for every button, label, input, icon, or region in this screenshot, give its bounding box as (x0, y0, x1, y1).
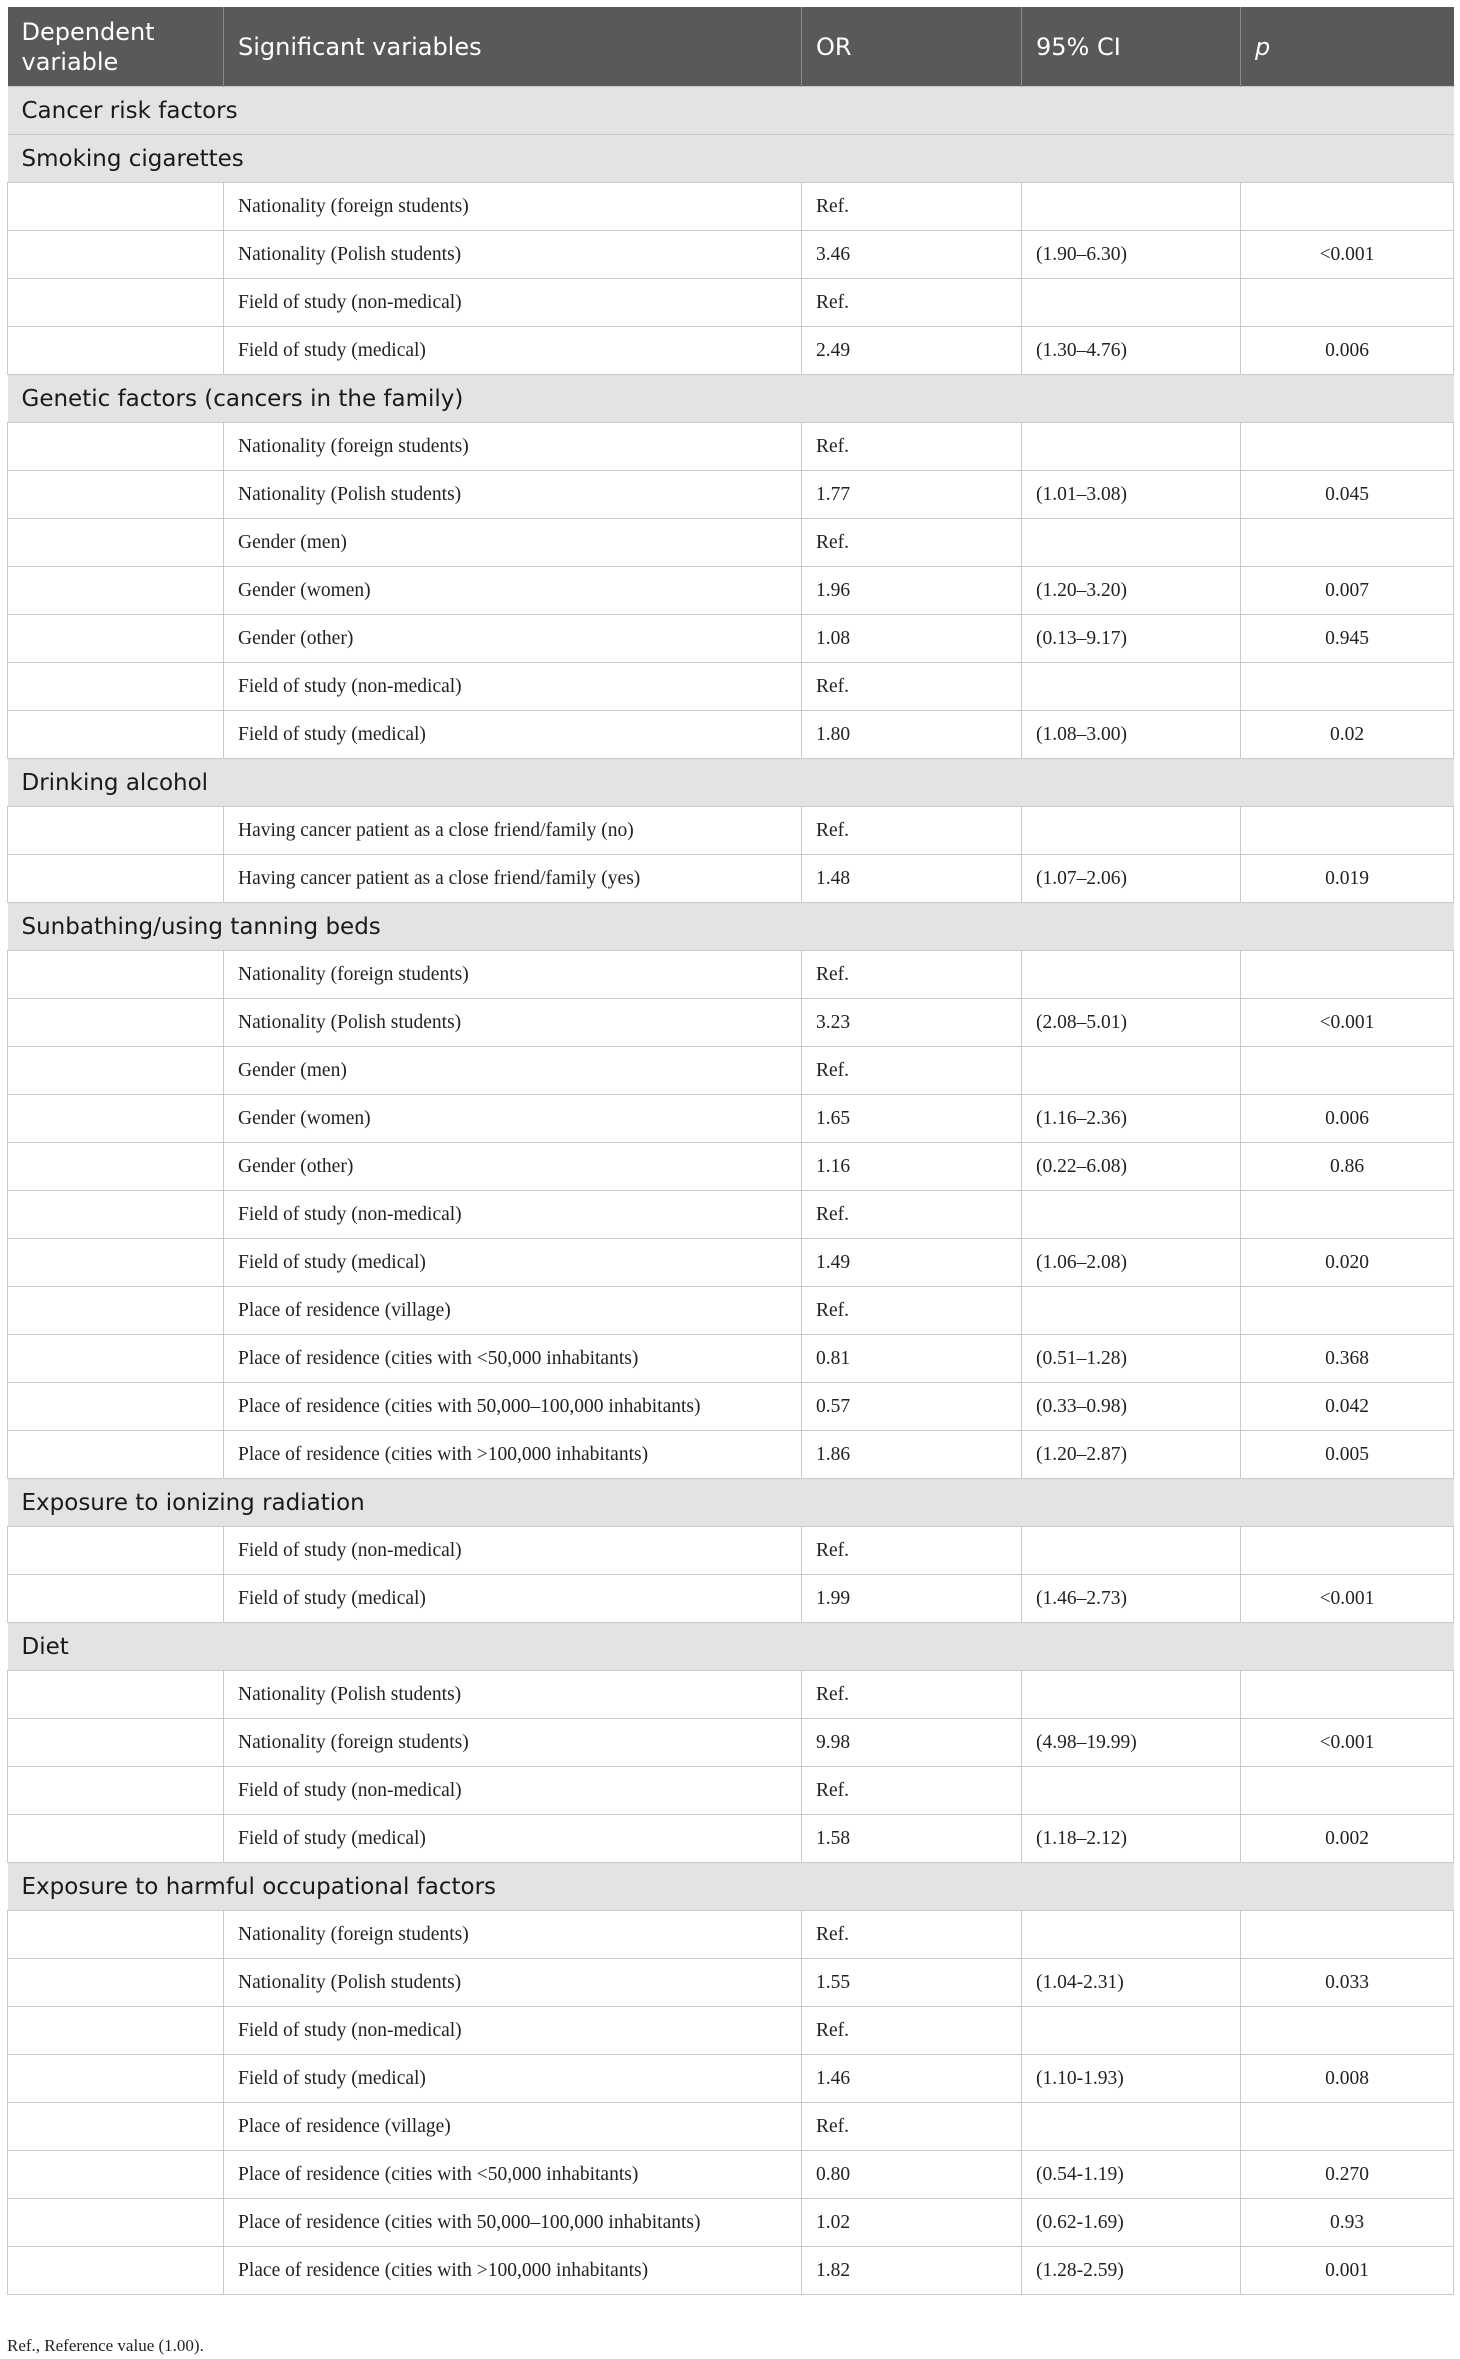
table-row (8, 2247, 1454, 2295)
table-row (8, 2151, 1454, 2199)
significant-variable-cell: Nationality (foreign students) (224, 951, 802, 999)
dependent-variable-cell (8, 999, 224, 1047)
table-row (8, 1191, 1454, 1239)
table-row (8, 1095, 1454, 1143)
significant-variable-cell: Place of residence (cities with <50,000 inhabitants) (224, 1335, 802, 1383)
table-row (8, 231, 1454, 279)
section-title: Genetic factors (cancers in the family) (8, 375, 1454, 423)
or-cell: Ref. (802, 1911, 1022, 1959)
ci-cell: (0.51–1.28) (1022, 1335, 1241, 1383)
p-value-cell (1241, 279, 1454, 327)
or-cell: Ref. (802, 1527, 1022, 1575)
dependent-variable-cell (8, 1047, 224, 1095)
significant-variable-cell: Field of study (non-medical) (224, 1767, 802, 1815)
significant-variable-cell: Gender (women) (224, 1095, 802, 1143)
section-title: Diet (8, 1623, 1454, 1671)
ci-cell: (1.08–3.00) (1022, 711, 1241, 759)
significant-variable-cell: Nationality (Polish students) (224, 231, 802, 279)
significant-variable-cell: Field of study (non-medical) (224, 279, 802, 327)
dependent-variable-cell (8, 1527, 224, 1575)
table-row (8, 615, 1454, 663)
table-row (8, 951, 1454, 999)
significant-variable-cell: Nationality (foreign students) (224, 1719, 802, 1767)
table-body (8, 87, 1454, 2295)
dependent-variable-cell (8, 951, 224, 999)
p-value-cell (1241, 1047, 1454, 1095)
section-row (8, 1479, 1454, 1527)
or-cell: Ref. (802, 2007, 1022, 2055)
p-value-cell: 0.042 (1241, 1383, 1454, 1431)
table-row (8, 2199, 1454, 2247)
dependent-variable-cell (8, 1287, 224, 1335)
dependent-variable-cell (8, 1143, 224, 1191)
ci-cell: (0.62-1.69) (1022, 2199, 1241, 2247)
significant-variable-cell: Nationality (foreign students) (224, 423, 802, 471)
table-row (8, 1239, 1454, 1287)
or-cell: 1.86 (802, 1431, 1022, 1479)
significant-variable-cell: Field of study (non-medical) (224, 1527, 802, 1575)
ci-cell: (1.10-1.93) (1022, 2055, 1241, 2103)
header-dependent-variable: Dependent variable (8, 7, 224, 87)
ci-cell (1022, 1287, 1241, 1335)
or-cell: Ref. (802, 663, 1022, 711)
table-row (8, 1671, 1454, 1719)
significant-variable-cell: Place of residence (village) (224, 2103, 802, 2151)
or-cell: Ref. (802, 183, 1022, 231)
significant-variable-cell: Place of residence (cities with >100,000 inhabitants) (224, 1431, 802, 1479)
significant-variable-cell: Gender (other) (224, 1143, 802, 1191)
dependent-variable-cell (8, 1959, 224, 2007)
table-row (8, 279, 1454, 327)
dependent-variable-cell (8, 183, 224, 231)
regression-results-table (7, 7, 1454, 2295)
ci-cell: (2.08–5.01) (1022, 999, 1241, 1047)
dependent-variable-cell (8, 1239, 224, 1287)
section-row (8, 1623, 1454, 1671)
or-cell: 1.02 (802, 2199, 1022, 2247)
ci-cell: (1.18–2.12) (1022, 1815, 1241, 1863)
significant-variable-cell: Gender (men) (224, 1047, 802, 1095)
table-header (8, 7, 1454, 87)
ci-cell (1022, 1527, 1241, 1575)
p-value-cell (1241, 2103, 1454, 2151)
p-value-cell: 0.007 (1241, 567, 1454, 615)
p-value-cell: 0.93 (1241, 2199, 1454, 2247)
ci-cell: (1.04-2.31) (1022, 1959, 1241, 2007)
significant-variable-cell: Field of study (medical) (224, 327, 802, 375)
significant-variable-cell: Having cancer patient as a close friend/family (no) (224, 807, 802, 855)
ci-cell (1022, 279, 1241, 327)
section-row (8, 375, 1454, 423)
significant-variable-cell: Place of residence (cities with <50,000 inhabitants) (224, 2151, 802, 2199)
table-row (8, 1911, 1454, 1959)
dependent-variable-cell (8, 1383, 224, 1431)
ci-cell (1022, 2007, 1241, 2055)
ci-cell (1022, 1191, 1241, 1239)
ci-cell: (1.20–3.20) (1022, 567, 1241, 615)
ci-cell: (1.06–2.08) (1022, 1239, 1241, 1287)
p-value-cell (1241, 663, 1454, 711)
dependent-variable-cell (8, 1575, 224, 1623)
significant-variable-cell: Place of residence (cities with 50,000–100,000 inhabitants) (224, 1383, 802, 1431)
or-cell: 1.48 (802, 855, 1022, 903)
ci-cell (1022, 663, 1241, 711)
table-row (8, 1959, 1454, 2007)
table-row (8, 855, 1454, 903)
table-row (8, 1383, 1454, 1431)
or-cell: Ref. (802, 1047, 1022, 1095)
significant-variable-cell: Nationality (Polish students) (224, 471, 802, 519)
p-value-cell: 0.001 (1241, 2247, 1454, 2295)
table-row (8, 327, 1454, 375)
results-table-container (7, 7, 1453, 2295)
or-cell: 0.81 (802, 1335, 1022, 1383)
p-value-cell: 0.86 (1241, 1143, 1454, 1191)
dependent-variable-cell (8, 855, 224, 903)
dependent-variable-cell (8, 2151, 224, 2199)
header-ci: 95% CI (1022, 7, 1241, 87)
or-cell: 1.08 (802, 615, 1022, 663)
dependent-variable-cell (8, 567, 224, 615)
or-cell: 1.80 (802, 711, 1022, 759)
or-cell: 1.46 (802, 2055, 1022, 2103)
p-value-cell (1241, 807, 1454, 855)
table-row (8, 1431, 1454, 1479)
dependent-variable-cell (8, 711, 224, 759)
ci-cell: (4.98–19.99) (1022, 1719, 1241, 1767)
section-title: Exposure to harmful occupational factors (8, 1863, 1454, 1911)
significant-variable-cell: Field of study (non-medical) (224, 2007, 802, 2055)
table-row (8, 1287, 1454, 1335)
or-cell: Ref. (802, 807, 1022, 855)
or-cell: 9.98 (802, 1719, 1022, 1767)
p-value-cell: 0.019 (1241, 855, 1454, 903)
p-value-cell: <0.001 (1241, 1575, 1454, 1623)
dependent-variable-cell (8, 279, 224, 327)
p-value-cell (1241, 183, 1454, 231)
p-value-cell: 0.020 (1241, 1239, 1454, 1287)
dependent-variable-cell (8, 1431, 224, 1479)
significant-variable-cell: Place of residence (cities with 50,000–100,000 inhabitants) (224, 2199, 802, 2247)
table-row (8, 183, 1454, 231)
dependent-variable-cell (8, 471, 224, 519)
p-value-cell: <0.001 (1241, 1719, 1454, 1767)
table-row (8, 519, 1454, 567)
section-title: Smoking cigarettes (8, 135, 1454, 183)
table-row (8, 1815, 1454, 1863)
or-cell: 3.23 (802, 999, 1022, 1047)
table-row (8, 1767, 1454, 1815)
or-cell: 0.80 (802, 2151, 1022, 2199)
ci-cell: (1.90–6.30) (1022, 231, 1241, 279)
p-value-cell (1241, 2007, 1454, 2055)
or-cell: Ref. (802, 1767, 1022, 1815)
header-p: p (1241, 7, 1454, 87)
ci-cell: (1.20–2.87) (1022, 1431, 1241, 1479)
table-row (8, 999, 1454, 1047)
table-row (8, 807, 1454, 855)
or-cell: 0.57 (802, 1383, 1022, 1431)
table-row (8, 1527, 1454, 1575)
p-value-cell (1241, 1671, 1454, 1719)
table-row (8, 1047, 1454, 1095)
section-row (8, 759, 1454, 807)
significant-variable-cell: Place of residence (village) (224, 1287, 802, 1335)
or-cell: Ref. (802, 1287, 1022, 1335)
ci-cell: (1.01–3.08) (1022, 471, 1241, 519)
dependent-variable-cell (8, 519, 224, 567)
p-value-cell: 0.008 (1241, 2055, 1454, 2103)
table-row (8, 2055, 1454, 2103)
or-cell: 1.16 (802, 1143, 1022, 1191)
dependent-variable-cell (8, 663, 224, 711)
p-value-cell: 0.045 (1241, 471, 1454, 519)
significant-variable-cell: Nationality (Polish students) (224, 1959, 802, 2007)
ci-cell (1022, 951, 1241, 999)
section-row (8, 87, 1454, 135)
or-cell: 1.55 (802, 1959, 1022, 2007)
p-value-cell (1241, 423, 1454, 471)
table-row (8, 1335, 1454, 1383)
dependent-variable-cell (8, 1095, 224, 1143)
or-cell: 1.49 (802, 1239, 1022, 1287)
significant-variable-cell: Nationality (Polish students) (224, 1671, 802, 1719)
section-title: Sunbathing/using tanning beds (8, 903, 1454, 951)
p-value-cell: 0.945 (1241, 615, 1454, 663)
or-cell: 1.58 (802, 1815, 1022, 1863)
p-value-cell: 0.006 (1241, 1095, 1454, 1143)
p-value-cell: 0.368 (1241, 1335, 1454, 1383)
p-value-cell (1241, 1287, 1454, 1335)
ci-cell: (1.46–2.73) (1022, 1575, 1241, 1623)
table-row (8, 471, 1454, 519)
table-row (8, 2103, 1454, 2151)
table-row (8, 567, 1454, 615)
or-cell: 3.46 (802, 231, 1022, 279)
significant-variable-cell: Field of study (non-medical) (224, 1191, 802, 1239)
dependent-variable-cell (8, 2103, 224, 2151)
dependent-variable-cell (8, 2247, 224, 2295)
table-footnote: Ref., Reference value (1.00). (7, 2336, 204, 2355)
significant-variable-cell: Gender (men) (224, 519, 802, 567)
or-cell: 2.49 (802, 327, 1022, 375)
ci-cell (1022, 1047, 1241, 1095)
ci-cell (1022, 519, 1241, 567)
dependent-variable-cell (8, 1911, 224, 1959)
p-value-cell: 0.005 (1241, 1431, 1454, 1479)
significant-variable-cell: Gender (other) (224, 615, 802, 663)
table-row (8, 1719, 1454, 1767)
dependent-variable-cell (8, 1335, 224, 1383)
ci-cell (1022, 183, 1241, 231)
p-value-cell (1241, 1767, 1454, 1815)
ci-cell (1022, 1911, 1241, 1959)
p-value-cell: 0.006 (1241, 327, 1454, 375)
or-cell: 1.82 (802, 2247, 1022, 2295)
section-title: Drinking alcohol (8, 759, 1454, 807)
ci-cell (1022, 1767, 1241, 1815)
significant-variable-cell: Field of study (medical) (224, 2055, 802, 2103)
p-value-cell (1241, 1191, 1454, 1239)
section-title: Exposure to ionizing radiation (8, 1479, 1454, 1527)
or-cell: Ref. (802, 951, 1022, 999)
p-value-cell: 0.033 (1241, 1959, 1454, 2007)
dependent-variable-cell (8, 1671, 224, 1719)
or-cell: 1.65 (802, 1095, 1022, 1143)
ci-cell: (0.33–0.98) (1022, 1383, 1241, 1431)
table-row (8, 2007, 1454, 2055)
dependent-variable-cell (8, 807, 224, 855)
dependent-variable-cell (8, 2055, 224, 2103)
p-value-cell: 0.002 (1241, 1815, 1454, 1863)
ci-cell: (0.13–9.17) (1022, 615, 1241, 663)
p-value-cell: <0.001 (1241, 999, 1454, 1047)
ci-cell: (0.22–6.08) (1022, 1143, 1241, 1191)
or-cell: 1.77 (802, 471, 1022, 519)
table-row (8, 1575, 1454, 1623)
dependent-variable-cell (8, 1191, 224, 1239)
significant-variable-cell: Place of residence (cities with >100,000 inhabitants) (224, 2247, 802, 2295)
or-cell: Ref. (802, 519, 1022, 567)
header-significant-variables: Significant variables (224, 7, 802, 87)
ci-cell (1022, 1671, 1241, 1719)
or-cell: Ref. (802, 423, 1022, 471)
table-row (8, 711, 1454, 759)
header-or: OR (802, 7, 1022, 87)
ci-cell (1022, 807, 1241, 855)
significant-variable-cell: Nationality (Polish students) (224, 999, 802, 1047)
significant-variable-cell: Gender (women) (224, 567, 802, 615)
p-value-cell: 0.270 (1241, 2151, 1454, 2199)
ci-cell (1022, 2103, 1241, 2151)
section-row (8, 1863, 1454, 1911)
or-cell: Ref. (802, 1671, 1022, 1719)
or-cell: Ref. (802, 1191, 1022, 1239)
significant-variable-cell: Nationality (foreign students) (224, 1911, 802, 1959)
dependent-variable-cell (8, 1815, 224, 1863)
p-value-cell (1241, 951, 1454, 999)
significant-variable-cell: Field of study (medical) (224, 1575, 802, 1623)
dependent-variable-cell (8, 1719, 224, 1767)
table-row (8, 663, 1454, 711)
p-value-cell (1241, 519, 1454, 567)
significant-variable-cell: Having cancer patient as a close friend/family (yes) (224, 855, 802, 903)
dependent-variable-cell (8, 423, 224, 471)
ci-cell (1022, 423, 1241, 471)
section-row (8, 135, 1454, 183)
dependent-variable-cell (8, 231, 224, 279)
or-cell: 1.96 (802, 567, 1022, 615)
ci-cell: (1.07–2.06) (1022, 855, 1241, 903)
dependent-variable-cell (8, 1767, 224, 1815)
p-value-cell: 0.02 (1241, 711, 1454, 759)
ci-cell: (1.28-2.59) (1022, 2247, 1241, 2295)
section-title: Cancer risk factors (8, 87, 1454, 135)
significant-variable-cell: Field of study (medical) (224, 1815, 802, 1863)
significant-variable-cell: Field of study (medical) (224, 1239, 802, 1287)
significant-variable-cell: Nationality (foreign students) (224, 183, 802, 231)
or-cell: Ref. (802, 2103, 1022, 2151)
p-value-cell: <0.001 (1241, 231, 1454, 279)
significant-variable-cell: Field of study (non-medical) (224, 663, 802, 711)
significant-variable-cell: Field of study (medical) (224, 711, 802, 759)
ci-cell: (0.54-1.19) (1022, 2151, 1241, 2199)
table-row (8, 423, 1454, 471)
dependent-variable-cell (8, 615, 224, 663)
ci-cell: (1.16–2.36) (1022, 1095, 1241, 1143)
or-cell: Ref. (802, 279, 1022, 327)
section-row (8, 903, 1454, 951)
p-value-cell (1241, 1527, 1454, 1575)
dependent-variable-cell (8, 2007, 224, 2055)
table-row (8, 1143, 1454, 1191)
p-value-cell (1241, 1911, 1454, 1959)
or-cell: 1.99 (802, 1575, 1022, 1623)
ci-cell: (1.30–4.76) (1022, 327, 1241, 375)
dependent-variable-cell (8, 2199, 224, 2247)
dependent-variable-cell (8, 327, 224, 375)
